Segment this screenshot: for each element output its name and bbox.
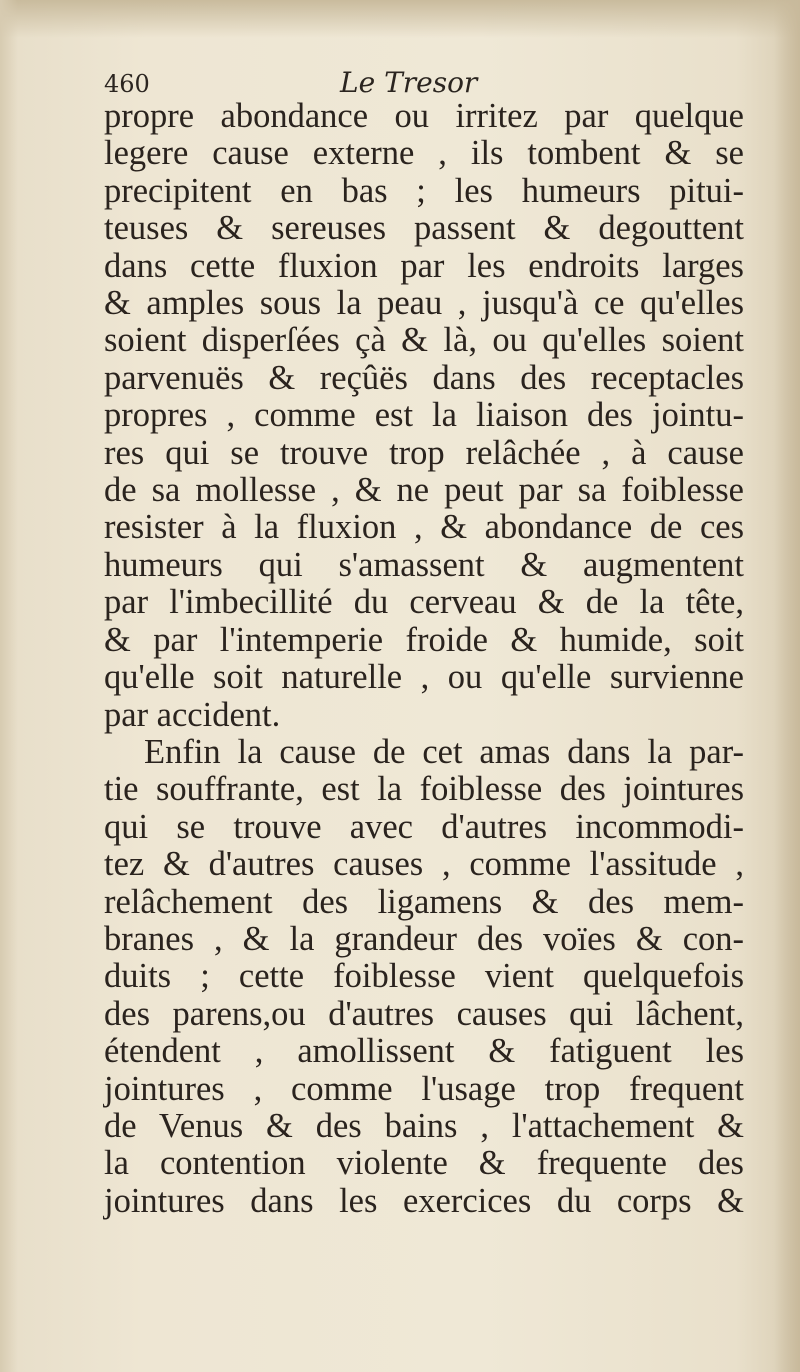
text-line: jointures , comme l'usage trop frequent [104,1069,744,1108]
text-line: relâchement des ligamens & des mem- [104,882,744,921]
text-line: teuses & sereuses passent & degouttent [104,209,744,248]
text-line: humeurs qui s'amassent & augmentent [104,545,744,584]
text-line: jointures dans les exercices du corps & [104,1181,744,1220]
text-line: par l'imbecillité du cerveau & de la tête, [104,583,744,622]
text-line: qu'elle soit naturelle , ou qu'elle survienne [104,658,744,697]
paragraph-start-line: Enfin la cause de cet amas dans la par- [144,732,744,771]
page-number: 460 [104,70,150,98]
text-line: & par l'intemperie froide & humide, soit [104,620,744,659]
text-line: dans cette fluxion par les endroits larges [104,246,744,285]
page-left-edge [0,0,18,1372]
running-head: Le Tresor [340,66,478,99]
text-line: tez & d'autres causes , comme l'assitude , [104,845,744,884]
text-line: parvenuës & reçûës dans des receptacles [104,358,744,397]
text-line: resister à la fluxion , & abondance de ces [104,508,744,547]
text-line: duits ; cette foiblesse vient quelquefois [104,957,744,996]
text-line: legere cause externe , ils tombent & se [104,134,744,173]
text-line: res qui se trouve trop relâchée , à cause [104,433,744,472]
page-right-edge [774,0,800,1372]
text-line: propre abondance ou irritez par quelque [104,97,744,135]
text-line: propres , comme est la liaison des jointu- [104,396,744,435]
text-line: precipitent en bas ; les humeurs pitui- [104,171,744,210]
text-line: qui se trouve avec d'autres incommodi- [104,807,744,846]
text-line: branes , & la grandeur des voïes & con- [104,919,744,958]
text-line: tie souffrante, est la foiblesse des jointures [104,770,744,809]
body-text [104,98,744,1220]
page-top-shadow [0,0,800,38]
text-line: des parens,ou d'autres causes qui lâchent, [104,994,744,1033]
text-line: de sa mollesse , & ne peut par sa foiblesse [104,471,744,510]
text-line: & amples sous la peau , jusqu'à ce qu'elles [104,284,744,323]
text-line: la contention violente & frequente des [104,1144,744,1183]
text-line: soient disperſées çà & là, ou qu'elles soient [104,321,744,360]
text-line: par accident. [104,695,281,734]
text-line: de Venus & des bains , l'attachement & [104,1106,744,1145]
text-line: étendent , amollissent & fatiguent les [104,1032,744,1071]
